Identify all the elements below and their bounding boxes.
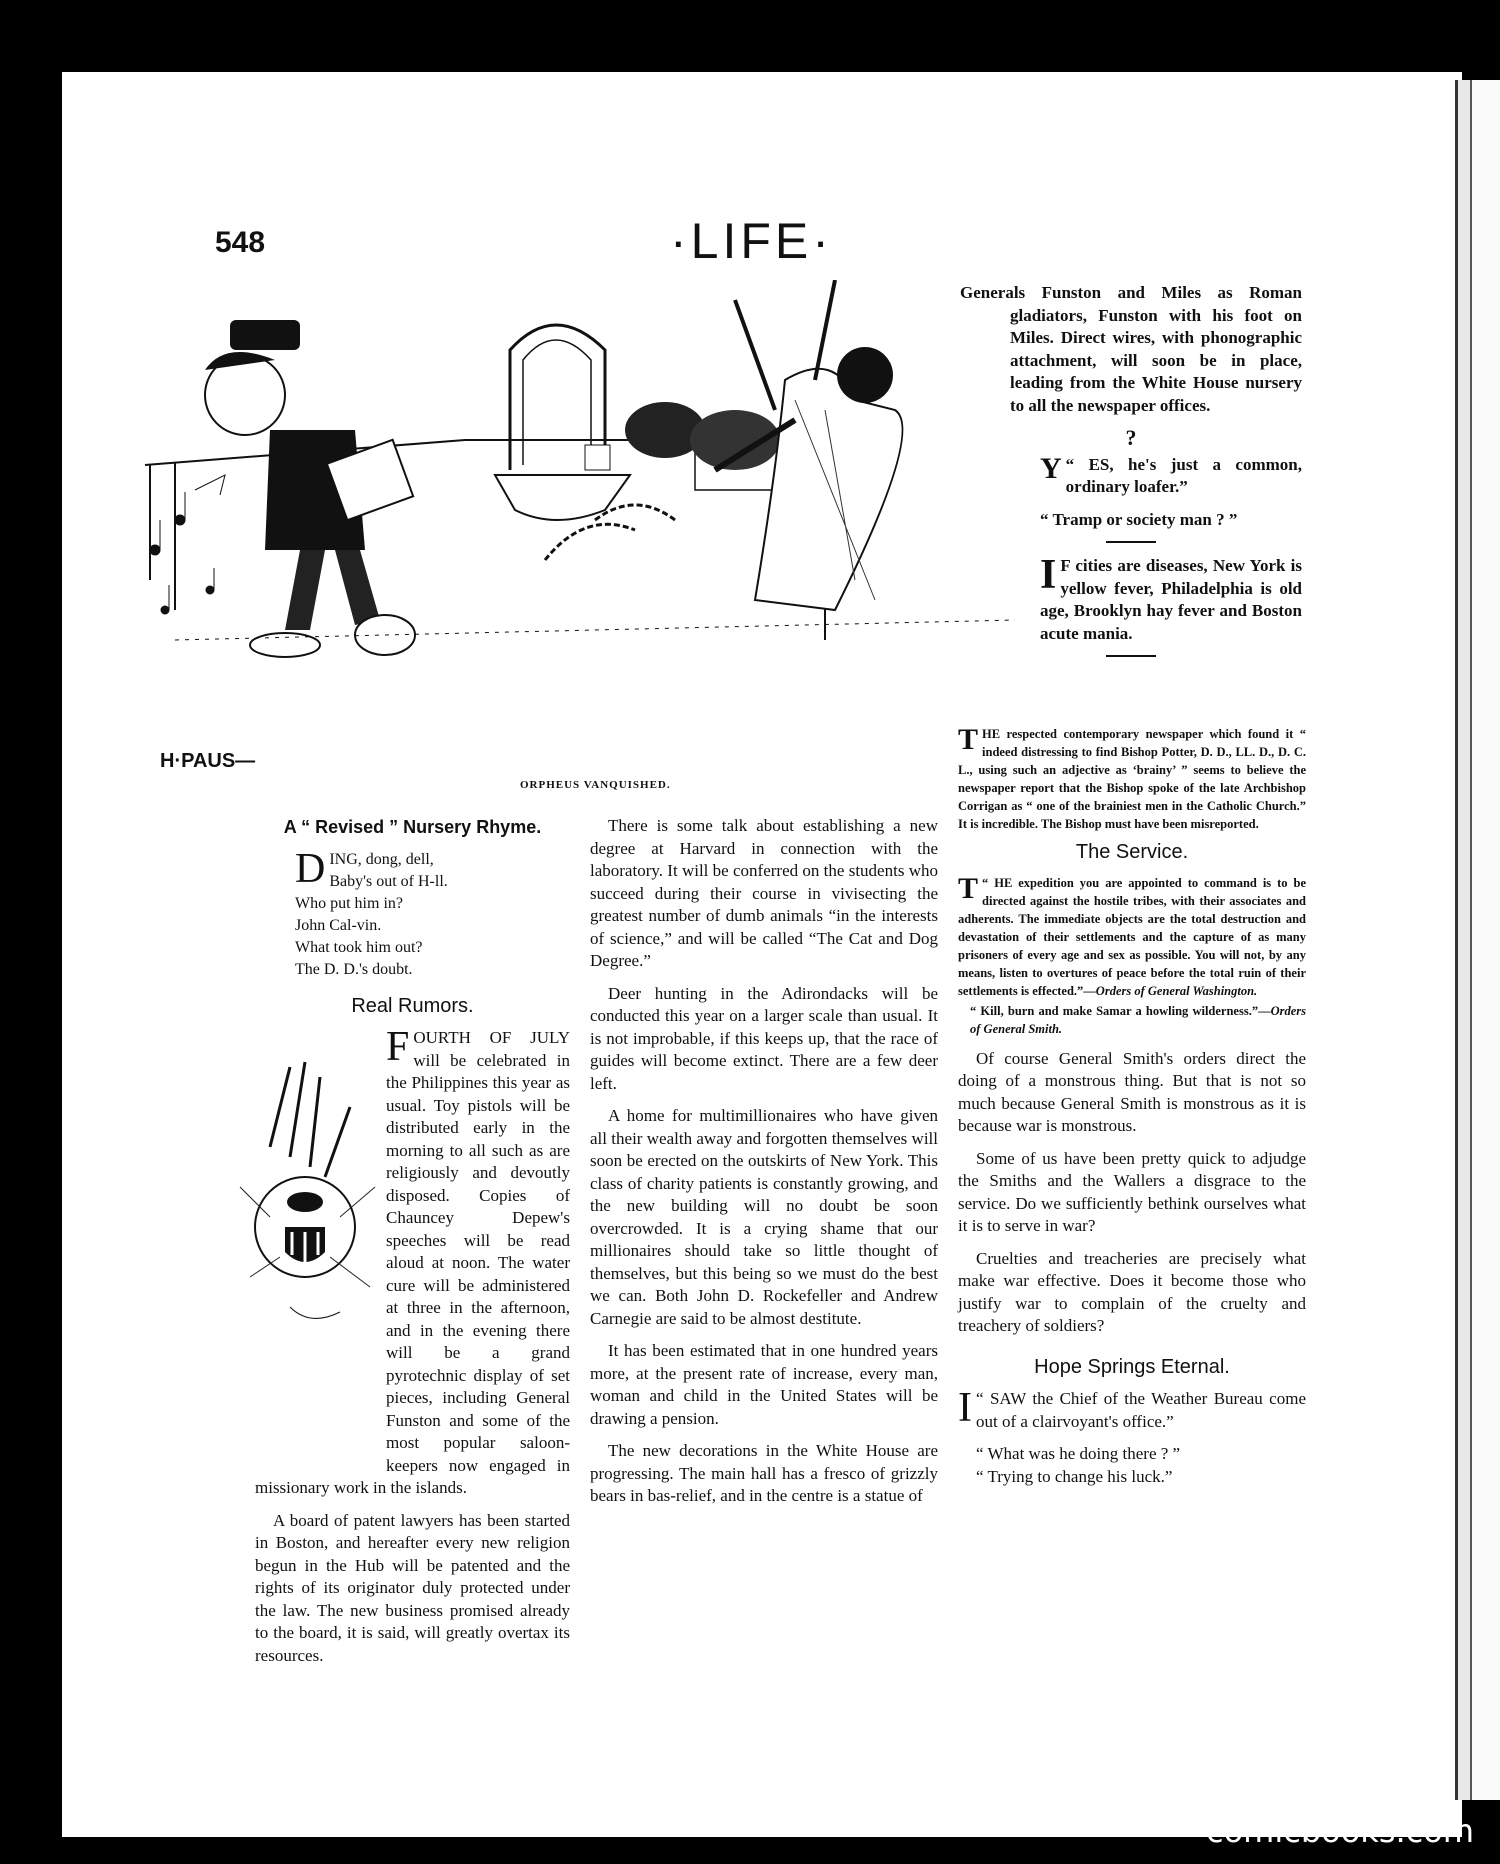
rhyme-line: The D. D.'s doubt. [295, 960, 413, 978]
rumors-text: OURTH OF JULY will be celebrated in the Philippines this year as usual. Toy pistols will be distributed early in the morning to all such as are religiously and devoutly disposed. Copies of Chauncey Depew's speeches will be read aloud at noon. The water cure will be administered at three in the afternoon, and in the evening there will be a grand pyrotechnic display of set pieces, including General Funston and some of the most popular saloon-keepers now engaged in missionary work in the islands. [255, 1028, 570, 1497]
cities-paragraph [960, 552, 1302, 645]
hope-paragraph-3: “ Trying to change his luck.” [976, 1466, 1173, 1486]
masthead: ·LIFE· [670, 213, 833, 269]
nursery-rhyme [295, 845, 570, 981]
service-orders [958, 871, 1307, 1038]
question-mark: ? [1125, 425, 1137, 450]
deer-paragraph: Deer hunting in the Adirondacks will be conducted this year on a larger scale than usual. It is not improbable, if this keeps up, that the race of guides will become extinct. There are a few deer left. [590, 983, 938, 1093]
rhyme-title: A “ Revised ” Nursery Rhyme. [283, 817, 542, 837]
rhyme-drop-cap: D [295, 845, 326, 892]
smith-order [958, 1002, 1306, 1038]
cartoon-illustration [135, 280, 1015, 750]
millionaires-paragraph: A home for multimillionaires who have given all their wealth away and forgotten themselves will soon be erected on the outskirts of New York. This class of charity patients is constantly growing, and the new building will no doubt be soon overcrowded. It is a crying shame that our millionaires should take so little thought of themselves, but this being so we must do the best we can. Both John D. Rockefeller and Andrew Carnegie are said to be almost destitute. [590, 1106, 938, 1328]
fourth-of-july-vignette [230, 1027, 380, 1457]
service-open-quote: “ [982, 875, 989, 890]
rumors-paragraph-2: A board of patent lawyers has been started in Boston, and hereafter every new religion begun in the Hub will be patented and the rights of its originator duly protected under the law. The new business promised already to the board, it is said, will greatly overtax its resources. [255, 1510, 570, 1665]
samar-text: “ Kill, burn and make Samar a howling wilderness.”— [970, 1003, 1271, 1018]
bishop-paragraph [958, 725, 1306, 833]
hope-paragraph-2: “ What was he doing there ? ” [976, 1444, 1181, 1463]
bishop-text: HE respected contemporary newspaper which found it “ indeed distressing to find Bishop Potter, D. D., LL. D., D. C. L., using such an adjective as ‘brainy’ ” seems to believe the newspaper report that the Bishop spoke of the late Archbishop Corrigan as “ one of the brainiest men in the Catholic Church.” It is incredible. The Bishop must have been misreported. [958, 727, 1306, 831]
smith-paragraph: Of course General Smith's orders direct the doing of a monstrous thing. But that is not so much because General Smith is monstrous as it is because war is monstrous. [958, 1048, 1306, 1135]
hope-drop-cap: I [958, 1385, 972, 1431]
yes-open-quote: “ [1065, 454, 1075, 474]
harvard-paragraph: There is some talk about establishing a new degree at Harvard in connection with the laboratory. It will be conferred on the students who succeed during their course in vivisecting the greatest number of dumb animals “in the interests of science,” and will be called “The Cat and Dog Degree.” [590, 816, 938, 970]
hope-title: Hope Springs Eternal. [1034, 1355, 1230, 1378]
column-right-top [960, 282, 1302, 669]
cruelty-paragraph: Cruelties and treacheries are precisely what make war effective. Does it become those who justify war to complain of the cruelty and treachery of soldiers? [958, 1248, 1306, 1335]
next-page-edge-2 [1470, 80, 1500, 1800]
washington-attribution: Orders of General Washington. [1095, 983, 1258, 998]
smith-attribution: Orders of General Smith. [970, 1003, 1306, 1036]
watermark: comicbooks.com [1205, 1812, 1474, 1850]
tramp-line: “ Tramp or society man ? ” [1040, 509, 1238, 529]
loafer-paragraph [960, 451, 1303, 499]
artist-signature: H·PAUS— [160, 750, 256, 772]
yes-text: ES, he's just a common, ordinary loafer.” [1065, 454, 1303, 496]
service-title: The Service. [1075, 841, 1189, 863]
bishop-item [958, 725, 1306, 833]
illustration-caption: ORPHEUS VANQUISHED. [520, 779, 671, 791]
column-right [958, 725, 1306, 1488]
service-drop-cap: T [958, 871, 979, 905]
bishop-drop-cap: T [958, 723, 979, 756]
rhyme-line: John Cal-vin. [295, 916, 382, 934]
rhyme-line: What took him out? [295, 938, 423, 956]
funston-paragraph: Generals Funston and Miles as Roman gladiators, Funston with his foot on Miles. Direct wires, with phonographic attachment, will soon be in place, leading from the White House nursery to all the newspaper offices. [960, 283, 1302, 415]
yes-drop-cap: Y [1040, 451, 1062, 485]
rhyme-line: Baby's out of H-ll. [329, 872, 448, 890]
rhyme-line: Who put him in? [295, 894, 403, 912]
rumors-title: Real Rumors. [351, 994, 474, 1017]
hope-text: SAW the Chief of the Weather Bureau come out of a clairvoyant's office.” [976, 1389, 1306, 1431]
cities-text: F cities are diseases, New York is yellow fever, Philadelphia is old age, Brooklyn hay fever and Boston acute mania. [1040, 556, 1302, 643]
white-house-paragraph: The new decorations in the White House are progressing. The main hall has a fresco of grizzly bears in bas-relief, and in the centre is a statue of [590, 1441, 938, 1505]
pension-paragraph: It has been estimated that in one hundred years more, at the present rate of increase, every man, woman and child in the United States will be drawing a pension. [590, 1341, 938, 1428]
service-order-text: HE expedition you are appointed to command is to be directed against the hostile tribes, with their associates and adherents. The immediate objects are the total destruction and devastation of their settlements and the capture of as many prisoners of every age and sex as possible. You will not, by any means, listen to overtures of peace before the total ruin of their settlements is effected.”— [958, 875, 1307, 998]
divider [1106, 655, 1156, 657]
adjudge-paragraph: Some of us have been pretty quick to adjudge the Smiths and the Wallers a disgrace to the service. Do we sufficiently bethink ourselves what it is to serve in war? [958, 1148, 1306, 1235]
page-number: 548 [215, 226, 266, 259]
column-middle [590, 815, 938, 1518]
divider [1106, 541, 1156, 543]
column-left [255, 812, 570, 1677]
cities-drop-cap: I [1040, 552, 1057, 598]
rumors-drop-cap: F [386, 1024, 410, 1070]
hope-open-quote: “ [976, 1389, 984, 1408]
washington-order [958, 871, 1307, 1000]
hope-paragraph-1 [958, 1385, 1306, 1433]
rhyme-line: ING, dong, dell, [329, 850, 434, 868]
